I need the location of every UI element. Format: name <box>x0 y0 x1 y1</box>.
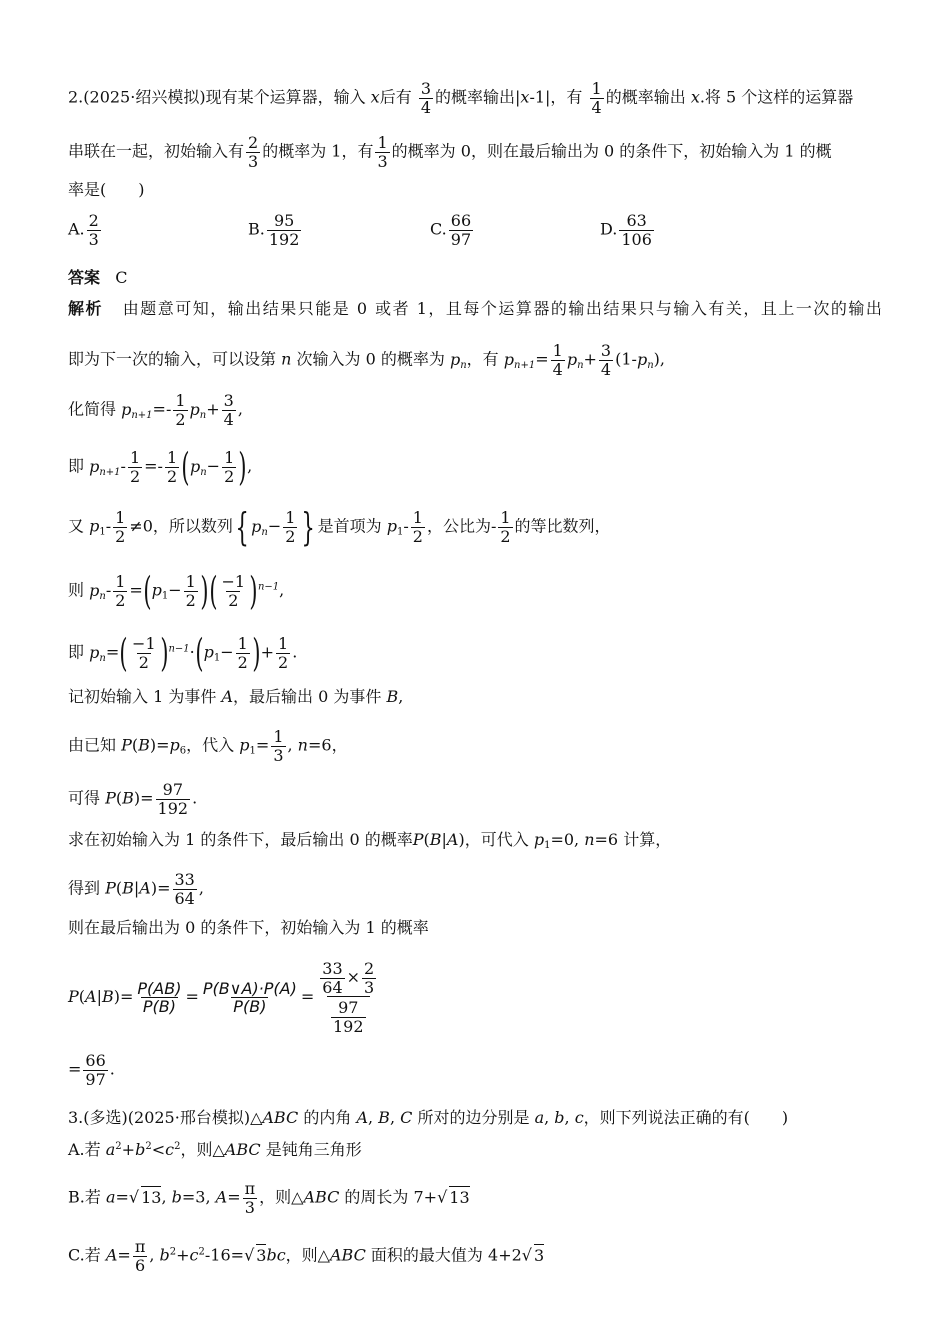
q2-analysis-line4: 即 $p_{n+1}-$ $\frac{1}{2}$ =- $\frac{1}{2}$ ($p_n-$ $\frac{1}{2}$ ), <box>68 445 253 489</box>
q2-analysis-line2: 即为下一次的输入，可以设第 n 次输入为 0 的概率为 $p_n$，有 $p_{n+1}=$ $\frac{1}{4}$ $p_n+$ $\frac{3}{4}$ $(1-p_n)$, <box>68 341 665 379</box>
q2-analysis-line10: 可得 P(B)= $\frac{97}{192}$ . <box>68 780 198 818</box>
q3-option-c: C.若 A= $\frac{\pi}{6}$ , $b^2+c^2-16=√$ 3bc，则△ABC 面积的最大值为 4+2√ 3 <box>68 1237 545 1275</box>
q2-analysis-line13: 则在最后输出为 0 的条件下，初始输入为 1 的概率 <box>68 918 429 937</box>
q2-stem-line1: 2.(2025·绍兴模拟)现有某个运算器，输入 x后有 $\frac{3}{4}$ 的概率输出|x-1|，有 $\frac{1}{4}$ 的概率输出 x.将 5 个这样的运算器 <box>68 79 854 117</box>
q3-stem: 3.(多选)(2025·邢台模拟)△ABC 的内角 A, B, C 所对的边分别是 a, b, c，则下列说法正确的有( ) <box>68 1108 789 1127</box>
q2-option-b: B. $\frac{95}{192}$ <box>248 211 300 249</box>
fraction-3-4: $\frac{3}{4}$ <box>420 79 431 117</box>
q2-analysis-line11: 求在初始输入为 1 的条件下，最后输出 0 的概率P(B|A)，可代入 $p_1=0$, n=6 计算， <box>68 830 672 851</box>
fraction-2-3: $\frac{2}{3}$ <box>248 133 259 171</box>
q2-option-a: A. $\frac{2}{3}$ <box>68 211 99 249</box>
q2-answer: 答案 C <box>68 268 128 287</box>
fraction-1-3: $\frac{1}{3}$ <box>377 133 388 171</box>
q2-conditional-probability-formula: P(A|B)= $\frac{P(AB)}{P(B)}$ = $\frac{P(B\vee A)\cdot P(A)}{P(B)}$ = $\frac{33}{64}$ × $\frac{2}{3}$ $\frac{97}{192}$ <box>68 959 375 1036</box>
q2-analysis-line6: 则 $p_n-$ $\frac{1}{2}$ $=(p_1-$ $\frac{1}{2}$ )( $\frac{-1}{2}$ )$^{n-1}$, <box>68 569 285 613</box>
q2-option-d: D. $\frac{63}{106}$ <box>600 211 652 249</box>
q2-analysis-line9: 由已知 $P(B)=p_6$，代入 $p_1=$ $\frac{1}{3}$ , n=6， <box>68 727 348 765</box>
q2-analysis-line3: 化简得 $p_{n+1}=-$ $\frac{1}{2}$ $p_n+$ $\frac{3}{4}$ , <box>68 391 243 429</box>
q2-analysis-line12: 得到 P(B|A)= $\frac{33}{64}$ , <box>68 870 204 908</box>
q2-analysis-line1: 解析 由题意可知，输出结果只能是 0 或者 1，且每个运算器的输出结果只与输入有关，且上一次的输出 <box>68 299 884 318</box>
q3-option-a: A.若 $a^2+b^2<c^2$，则△ABC 是钝角三角形 <box>68 1140 362 1159</box>
q2-analysis-line8: 记初始输入 1 为事件 A，最后输出 0 为事件 B, <box>68 687 404 706</box>
q2-stem-line2: 串联在一起，初始输入有 $\frac{2}{3}$ 的概率为 1，有 $\frac{1}{3}$ 的概率为 0，则在最后输出为 0 的条件下，初始输入为 1 的概 <box>68 133 832 171</box>
q2-analysis-line5: 又 $p_1-$ $\frac{1}{2}$ ≠0，所以数列{ $p_n-$ $\frac{1}{2}$ } 是首项为 $p_1-$ $\frac{1}{2}$ ，公比为- $\frac{1}{2}$ 的等比数列， <box>68 505 611 549</box>
q3-option-b: B.若 a=√ 13, b=3, A= $\frac{\pi}{3}$ ，则△ABC 的周长为 7+√ 13 <box>68 1179 470 1217</box>
fraction-1-4: $\frac{1}{4}$ <box>591 79 602 117</box>
q2-analysis-line7: 即 $p_n=$( $\frac{-1}{2}$ )$^{n-1}\cdot(p_1-$ $\frac{1}{2}$ )+ $\frac{1}{2}$ . <box>68 631 298 675</box>
q2-final-result: = $\frac{66}{97}$ . <box>68 1051 115 1089</box>
q2-stem-line3: 率是( ) <box>68 180 145 199</box>
q2-option-c: C. $\frac{66}{97}$ <box>430 211 472 249</box>
